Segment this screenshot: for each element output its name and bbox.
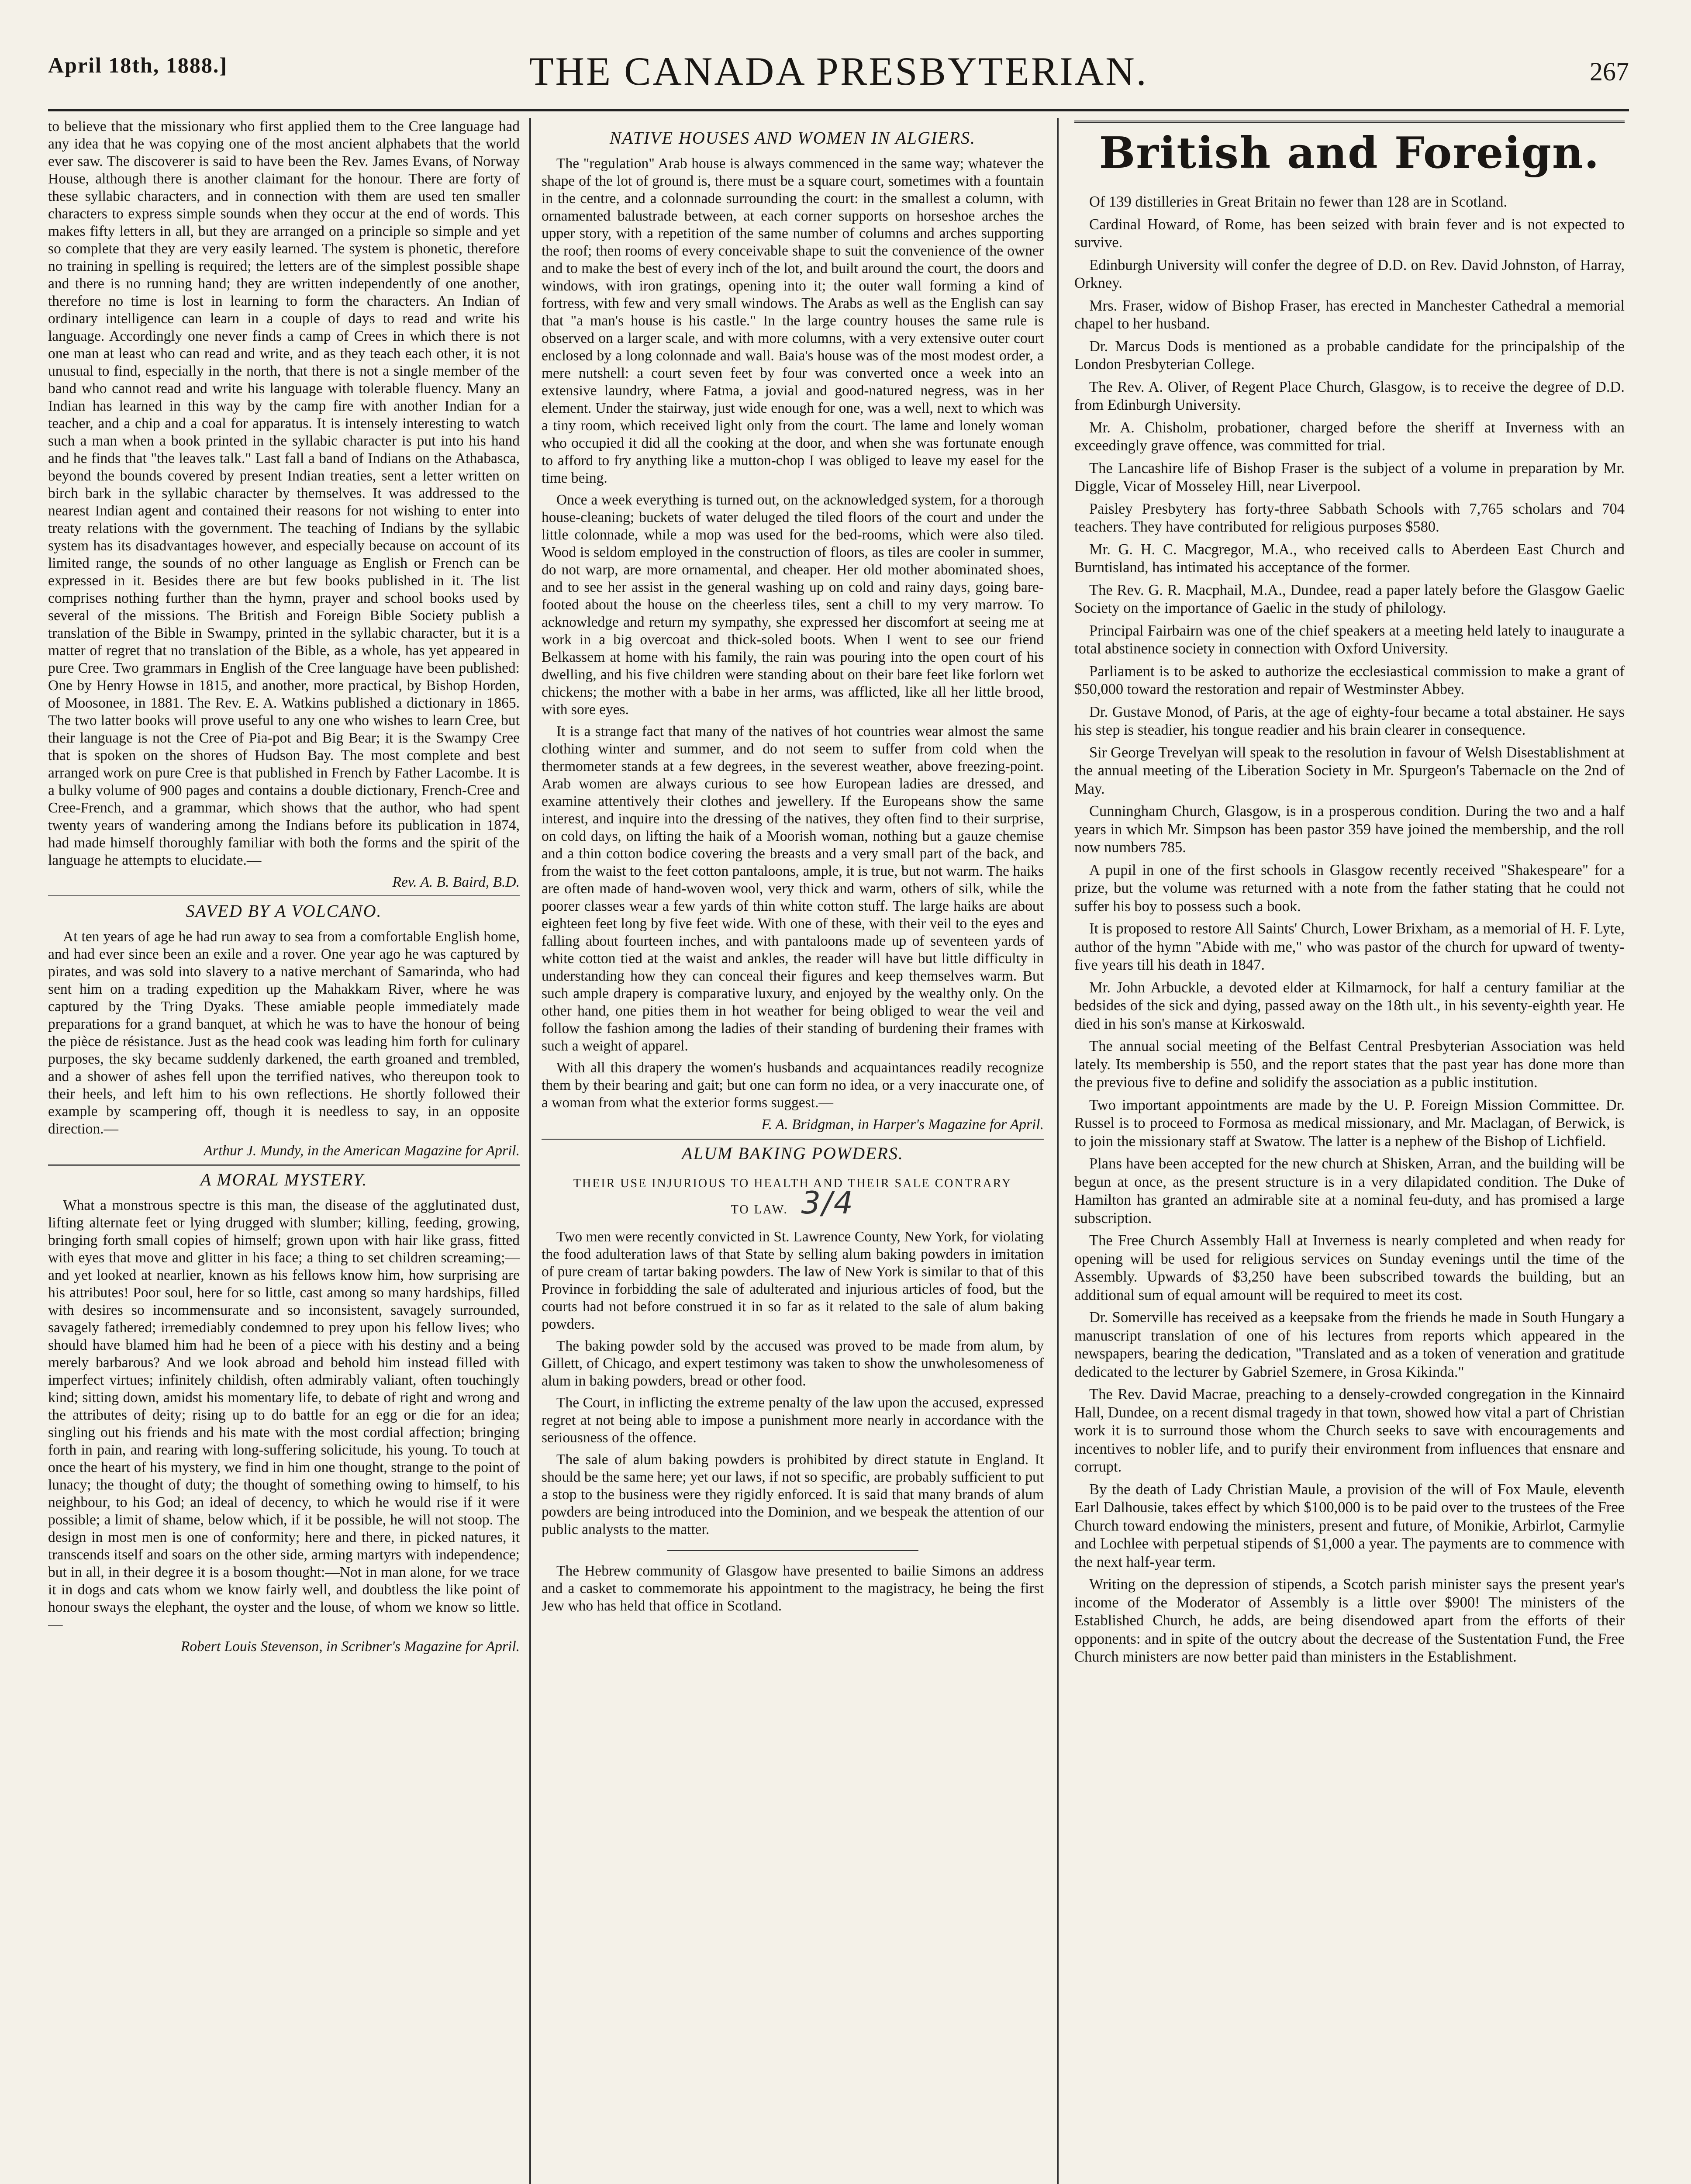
news-item: Mr. John Arbuckle, a devoted elder at Kilmarnock, for half a century familiar at the bedsides of the sick and dying, passed away on the 18th ult., in his seventy-eighth year. He died in his son's manse at Kirkoswald. [1074,979,1625,1032]
article-title-volcano: SAVED BY A VOLCANO. [48,895,520,921]
handwritten-annotation: 3/4 [801,1185,855,1221]
news-item: Mr. A. Chisholm, probationer, charged before the sheriff at Inverness with an exceedingly grave offence, was committed for trial. [1074,419,1625,454]
news-item: Writing on the depression of stipends, a Scotch parish minister says the present year's income of the Moderator of Assembly is a little over $900! The ministers of the Established Church, he adds, are being disendowed apart from the efforts of their opponents: and in spite of the outcry about the decrease of the Sustentation Fund, the Free Church ministers are now better paid than ministers in the Establishment. [1074,1576,1625,1665]
column-rule [529,118,531,2184]
alum-paragraph: The Court, in inflicting the extreme penalty of the law upon the accused, expressed regret at not being able to impose a punishment more nearly in accordance with the seriousness of the offence. [542,1395,1044,1446]
alum-paragraph: Two men were recently convicted in St. Lawrence County, New York, for violating the food adulteration laws of that State by selling alum baking powders in imitation of pure cream of tartar baking powders. The law of New York is similar to that of this Province in forbidding the sale of adulterated and injurious articles of food, but the courts had not before construed it in so far as it related to the sale of alum baking powders. [542,1229,1044,1332]
column-middle [542,118,1044,2184]
news-item: The Rev. G. R. Macphail, M.A., Dundee, read a paper lately before the Glasgow Gaelic Society on the importance of Gaelic in the study of philology. [1074,581,1625,616]
news-item: Dr. Somerville has received as a keepsake from the friends he made in South Hungary a manuscript translation of one of his lectures from reports which appeared in the newspapers, bearing the dedication, "Translated and as a token of veneration and gratitude dedicated to the lecturer by Gabriel Szemere, in Grosa Kikinda." [1074,1309,1625,1380]
volcano-article-text: At ten years of age he had run away to sea from a comfortable English home, and had ever since been an exile and a rover. One year ago he was captured by pirates, and was sold into slavery to a native merchant of Samarinda, who had sent him on a trading expedition up the Mahakkam River, where he was captured by the Tring Dyaks. These amiable people immediately made preparations for a grand banquet, at which he was to have the honour of being the pièce de résistance. Just as the head cook was leading him forth for culinary purposes, the sky became suddenly darkened, the earth groaned and trembled, and a shower of ashes fell upon the terrified natives, who thereupon took to their heels, and left him to his own reflections. He shortly followed their example by scampering off, though it is needless to say, in an opposite direction.— [48,929,520,1137]
news-items-list [1074,193,1625,1666]
news-item: Plans have been accepted for the new church at Shisken, Arran, and the building will be begun at once, as the present structure is in a very dilapidated condition. The Duke of Hamilton has granted an admirable site at a nominal feu-duty, and has promised a large subscription. [1074,1155,1625,1227]
column-left [48,118,520,2184]
masthead-title: THE CANADA PRESBYTERIAN. [529,49,1148,93]
cree-article-text: to believe that the missionary who first applied them to the Cree language had any idea that he was copying one of the most ancient alphabets that the world ever saw. The discoverer is said to have been the Rev. James Evans, of Norway House, although there is another claimant for the honour. There are forty of these syllabic characters, and in connection with them are used ten smaller characters to express simple sounds when they occur at the end of words. This makes fifty letters in all, but they are arranged on a principle so simple and yet so complete that they are very easily learned. The system is phonetic, therefore no training in spelling is required; the letters are of the simplest possible shape and there is no running hand; they are written independently of one another, therefore no time is lost in learning to form the characters. An Indian of ordinary intelligence can learn in a couple of days to read and write his language. Accordingly one never finds a camp of Crees in which there is not one man at least who can read and write, and as they teach each other, it is not unusual to find, especially in the north, that there is not a single member of the band who cannot read and write his language with tolerable fluency. Many an Indian has learned in this way by the camp fire with another Indian for a teacher, and a chip and a coal for apparatus. It is intensely interesting to watch such a man when a book printed in the syllabic character is put into his hand and he finds that "the leaves talk." Last fall a band of Indians on the Athabasca, beyond the bounds covered by present Indian treaties, sent a letter written on birch bark in the syllabic character by themselves. It was addressed to the nearest Indian agent and contained their reasons for not wishing to enter into treaty relations with the government. The teaching of Indians by the syllabic system has its disadvantages however, and especially because on account of its limited range, the sounds of no other language as English or French can be expressed in it. Besides there are but few books published in it. The list comprises nothing further than the hymn, prayer and school books used by several of the missions. The British and Foreign Bible Society publish a translation of the Bible in Swampy, printed in the syllabic character, but it is a matter of regret that no translation of the Bible, as a whole, has yet appeared in pure Cree. Two grammars in English of the Cree language have been published: One by Henry Howse in 1815, and another, more practical, by Bishop Horden, of Moosonee, in 1881. The Rev. E. A. Watkins published a dictionary in 1865. The two latter books will prove useful to any one who wishes to learn Cree, but their language is not the Cree of Pia-pot and Big Bear; it is the Swampy Cree that is spoken on the shores of Hudson Bay. The most complete and best arranged work on pure Cree is that published in French by Father Lacombe. It is a bulky volume of 900 pages and contains a double dictionary, French-Cree and Cree-French, and a grammar, which shows that the author, who had spent twenty years of wandering among the Indians before its publication in 1874, had made himself thoroughly familiar with both the forms and the spirit of the language he attempts to elucidate.— [48,118,520,868]
news-item: The annual social meeting of the Belfast Central Presbyterian Association was held lately. Its membership is 550, and the report states that the past year has done more than the previous five to define and solidify the association as a public institution. [1074,1038,1625,1091]
separator-rule [667,1550,918,1551]
news-item: The Rev. A. Oliver, of Regent Place Church, Glasgow, is to receive the degree of D.D. from Edinburgh University. [1074,378,1625,413]
article-subheading: THEIR USE INJURIOUS TO HEALTH AND THEIR SALE CONTRARY TO LAW. 3/4 [573,1177,1012,1221]
news-item: Dr. Gustave Monod, of Paris, at the age of eighty-four became a total abstainer. He says his step is steadier, his tongue readier and his brain clearer in consequence. [1074,703,1625,738]
news-item: Cunningham Church, Glasgow, is in a prosperous condition. During the two and a half years in which Mr. Simpson has been pastor 359 have joined the membership, and the roll now numbers 785. [1074,803,1625,856]
mystery-article-text: What a monstrous spectre is this man, the disease of the agglutinated dust, lifting alternate feet or lying drugged with slumber; killing, feeding, growing, bringing forth small copies of himself; grown upon with hair like grass, fitted with eyes that move and glitter in his face; a thing to set children screaming;—and yet looked at nearlier, known as his fellows know him, how surprising are his attributes! Poor soul, here for so little, cast among so many hardships, filled with desires so incommensurate and so inconsistent, savagely surrounded, savagely fathered; irremediably condemned to prey upon his fellow lives; who should have blamed him had he been of a piece with his destiny and a being merely barbarous? And we look abroad and behold him instead filled with imperfect virtues; infinitely childish, often admirably valiant, often touchingly kind; sitting down, amidst his momentary life, to debate of right and wrong and the attributes of deity; rising up to do battle for an egg or die for an idea; singling out his friends and his mate with the most cordial affection; bringing forth in pain, and rearing with long-suffering solicitude, his young. To touch at once the heart of his mystery, we find in him one thought, strange to the point of lunacy; the thought of duty; the thought of something owing to himself, to his neighbour, to his God; an ideal of decency, to which he would rise if it were possible; a limit of shame, below which, if it be possible, he will not stoop. The design in most men is one of conformity; here and there, in picked natures, it transcends itself and soars on the other side, arming martyrs with independence; but in all, in their degree it is a bosom thought:—Not in man alone, for we trace it in dogs and cats whom we know fairly well, and doubtless the like point of honour sways the elephant, the oyster and the louse, of whom we know so little.— [48,1197,520,1633]
hebrew-community-paragraph: The Hebrew community of Glasgow have presented to bailie Simons an address and a casket to commemorate his appointment to the magistracy, he being the first Jew who has held that office in Scotland. [542,1563,1044,1614]
section-title-british-foreign: British and Foreign. [1074,121,1625,178]
news-item: A pupil in one of the first schools in Glasgow recently received "Shakespeare" for a prize, but the volume was returned with a note from the father stating that he could not suffer his boy to possess such a book. [1074,861,1625,915]
page-header [48,44,1629,111]
algiers-paragraph: With all this drapery the women's husbands and acquaintances readily recognize them by their bearing and gait; but one can form no idea, or a very inaccurate one, of a woman from what the exterior forms suggest.— [542,1060,1044,1111]
news-item: Mrs. Fraser, widow of Bishop Fraser, has erected in Manchester Cathedral a memorial chapel to her husband. [1074,297,1625,332]
news-item: Mr. G. H. C. Macgregor, M.A., who received calls to Aberdeen East Church and Burntisland, has intimated his acceptance of the former. [1074,541,1625,576]
news-item: Dr. Marcus Dods is mentioned as a probable candidate for the principalship of the London Presbyterian College. [1074,338,1625,373]
alum-paragraph: The baking powder sold by the accused was proved to be made from alum, by Gillett, of Chicago, and expert testimony was taken to show the unwholesomeness of alum in baking powders, bread or other food. [542,1338,1044,1389]
article-title-algiers: NATIVE HOUSES AND WOMEN IN ALGIERS. [609,128,976,148]
news-item: The Rev. David Macrae, preaching to a densely-crowded congregation in the Kinnaird Hall, Dundee, on a recent dismal tragedy in that town, showed how vital a part of Christian work it is to surround those whom the Church seeks to save with encouragements and incentives to nobler life, and to purify their environment from influences that ensnare and corrupt. [1074,1386,1625,1475]
news-item: Paisley Presbytery has forty-three Sabbath Schools with 7,765 scholars and 704 teachers. They have contributed for religious purposes $580. [1074,500,1625,535]
algiers-paragraph: The "regulation" Arab house is always commenced in the same way; whatever the shape of the lot of ground is, there must be a square court, sometimes with a fountain in the centre, and a colonnade surrounding the court: in the smallest a column, with ornamented balustrade between, at each corner supports on horseshoe arches the upper story, with a repetition of the same number of columns and arches supporting the roof; then rooms of every conceivable shape to suit the convenience of the owner and to make the best of every inch of the lot, and built around the court, the doors and windows, with iron gratings, opening into it; the outer wall forming a kind of fortress, with few and very small windows. The Arabs as well as the English can say that "a man's house is his castle." In the large country houses the same rule is observed on a larger scale, and with more columns, with a very extensive outer court enclosed by a long colonnade and wall. Baia's house was of the most modest order, a mere nutshell: a court seven feet by four was converted once a week into an extensive laundry, where Fatma, a jovial and good-natured negress, was in her element. Under the stairway, just wide enough for one, was a well, next to which was a tiny room, which received light only from the court. The lame and lonely woman who occupied it did all the cooking at the door, and when she was fortunate enough to afford to fry anything like a mutton-chop I was obliged to leave my easel for the time being. [542,156,1044,486]
article-title-moral-mystery: A MORAL MYSTERY. [48,1164,520,1190]
article-signature: Robert Louis Stevenson, in Scribner's Magazine for April. [180,1638,520,1655]
algiers-paragraph: It is a strange fact that many of the natives of hot countries wear almost the same clothing winter and summer, and do not seem to suffer from cold when the thermometer stands at a few degrees, in the severest weather, above freezing-point. Arab women are always curious to see how European ladies are dressed, and examine attentively their clothes and jewellery. If the Europeans show the same interest, and inquire into the dressing of the natives, they often find to their surprise, on cold days, on lifting the haik of a Moorish woman, nothing but a gauze chemise and a thin cotton bodice covering the breasts and a very small part of the back, and from the waist to the feet cotton pantaloons, ample, it is true, but not warm. The haiks are often made of hand-woven wool, very thick and warm, others of silk, while the poorer classes wear a few yards of thin white cotton stuff. The large haiks are about eighteen feet long by five feet wide. With one of these, with their veil to the eyes and falling about fourteen inches, and with pantaloons made up of seventeen yards of white cotton tied at the waist and ankles, the reader will have but little difficulty in understanding how they can conceal their figures and keep themselves warm. But such ample drapery is comparative luxury, and enjoyed by the wealthy only. On the other hand, one pities them in hot weather for being obliged to wear the veil and follow the fashion among the ladies of their standing of burdening their frames with such a weight of apparel. [542,723,1044,1054]
algiers-paragraph: Once a week everything is turned out, on the acknowledged system, for a thorough house-cleaning; buckets of water deluged the tiled floors of the court and under the little colonnade, while a mop was used for the bed-rooms, which were also tiled. Wood is seldom employed in the construction of floors, as tiles are cooler in summer, do not warp, are more ornamental, and cheaper. Her old mother abominated shoes, and to see her assist in the general washing up on cold and rainy days, going bare-footed about the house on the cheerless tiles, sent a chill to my very marrow. To acknowledge and return my sympathy, she expressed her discomfort at seeing me at work in a big overcoat and thick-soled boots. When I went to see our friend Belkassem at home with his family, the rain was pouring into the open court of his dwelling, and his five children were standing about on their bare feet like forlorn wet chickens; the mother with a babe in her arms, was afflicted, like all her little brood, with sore eyes. [542,492,1044,718]
column-rule [1057,118,1059,2184]
news-item: Edinburgh University will confer the degree of D.D. on Rev. David Johnston, of Harray, Orkney. [1074,256,1625,291]
article-title-alum: ALUM BAKING POWDERS. [542,1138,1044,1164]
news-item: It is proposed to restore All Saints' Church, Lower Brixham, as a memorial of H. F. Lyte, author of the hymn "Abide with me," who was pastor of the church for upward of twenty-five years till his death in 1847. [1074,920,1625,973]
news-item: Sir George Trevelyan will speak to the resolution in favour of Welsh Disestablishment at the annual meeting of the Liberation Society in Mr. Spurgeon's Tabernacle on the 2nd of May. [1074,744,1625,797]
news-item: Parliament is to be asked to authorize the ecclesiastical commission to make a grant of $50,000 toward the restoration and repair of Westminster Abbey. [1074,663,1625,698]
issue-date: April 18th, 1888.] [48,53,228,77]
news-item: Principal Fairbairn was one of the chief speakers at a meeting held lately to inaugurate a total abstinence society in connection with Oxford University. [1074,622,1625,657]
news-item: The Lancashire life of Bishop Fraser is the subject of a volume in preparation by Mr. Diggle, Vicar of Mosseley Hill, near Liverpool. [1074,460,1625,494]
alum-paragraph: The sale of alum baking powders is prohibited by direct statute in England. It should be the same here; yet our laws, if not so specific, are probably sufficient to put a stop to the business were they rigidly enforced. It is said that many brands of alum powders are being introduced into the Dominion, and we bespeak the attention of our public analysts to the matter. [542,1451,1044,1538]
news-item: Two important appointments are made by the U. P. Foreign Mission Committee. Dr. Russel is to proceed to Formosa as medical missionary, and Mr. Maclagan, of Berwick, is to join the missionary staff at Swatow. The latter is a nephew of the Bishop of Lichfield. [1074,1096,1625,1150]
news-item: By the death of Lady Christian Maule, a provision of the will of Fox Maule, eleventh Earl Dalhousie, takes effect by which $100,000 is to be paid over to the trustees of the Free Church toward endowing the ministers, present and future, of Monikie, Arbirlot, Carmylie and Lochlee with perpetual stipends of $1,000 a year. The payments are to commence with the next half-year term. [1074,1481,1625,1570]
column-right [1074,118,1625,2184]
news-item: Cardinal Howard, of Rome, has been seized with brain fever and is not expected to survive. [1074,216,1625,251]
article-signature: Arthur J. Mundy, in the American Magazine for April. [204,1143,520,1159]
news-item: Of 139 distilleries in Great Britain no fewer than 128 are in Scotland. [1089,194,1508,210]
article-signature: F. A. Bridgman, in Harper's Magazine for April. [761,1116,1044,1133]
article-signature: Rev. A. B. Baird, B.D. [392,874,520,890]
page-number: 267 [1590,57,1629,86]
news-item: The Free Church Assembly Hall at Inverness is nearly completed and when ready for opening will be used for religious services on Sunday evenings until the time of the Assembly. Upwards of $3,250 have been subscribed towards the building, but an additional sum of equal amount will be required to meet its cost. [1074,1232,1625,1303]
